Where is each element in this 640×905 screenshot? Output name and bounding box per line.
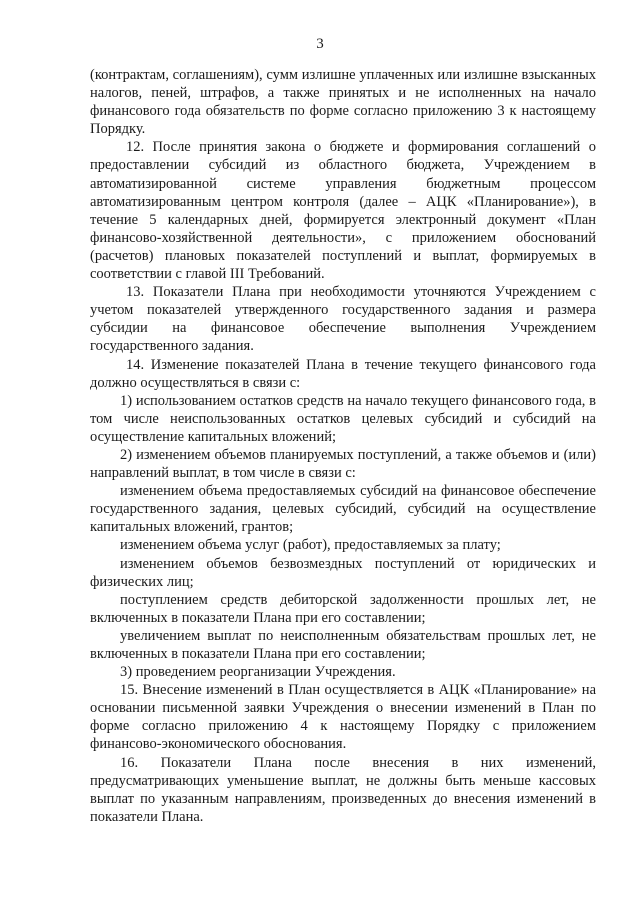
sub-item-donations: изменением объемов безвозмездных поступлений от юридических и физических лиц;	[90, 555, 596, 590]
document-body	[90, 66, 596, 826]
sub-item-receivables: поступлением средств дебиторской задолженности прошлых лет, не включенных в показатели Плана при его составлении;	[90, 591, 596, 626]
paragraph-15: 15. Внесение изменений в План осуществляется в АЦК «Планирование» на основании письменной заявки Учреждения о внесении изменений в План по форме согласно приложению 4 к настоящему Порядку с приложением финансово-экономического обоснования.	[90, 682, 596, 753]
list-item-3: 3) проведением реорганизации Учреждения.	[120, 664, 396, 681]
paragraph-12: 12. После принятия закона о бюджете и формирования соглашений о предоставлении субсидий из областного бюджета, Учреждением в автоматизированной системе управления бюджетным процессом автоматизированным центром контроля (далее – АЦК «Планирование»), в течение 5 календарных дней, формируется электронный документ «План финансово-хозяйственной деятельности», с приложением обоснований (расчетов) плановых показателей поступлений и выплат, формируемых в соответствии с главой III Требований.	[90, 139, 596, 283]
paragraph-13: 13. Показатели Плана при необходимости уточняются Учреждением с учетом показателей утвержденного государственного задания и размера субсидии на финансовое обеспечение выполнения Учреждением государственного задания.	[90, 284, 596, 355]
list-item-2: 2) изменением объемов планируемых поступлений, а также объемов и (или) направлений выплат, в том числе в связи с:	[90, 446, 596, 482]
paragraph-continuation: (контрактам, соглашениям), сумм излишне уплаченных или излишне взысканных налогов, пеней, штрафов, а также принятых и не исполненных на начало финансового года обязательств по форме согласно приложению 3 к настоящему Порядку.	[90, 67, 596, 138]
list-item-1: 1) использованием остатков средств на начало текущего финансового года, в том числе неиспользованных остатков целевых субсидий и субсидий на осуществление капитальных вложений;	[90, 392, 596, 445]
paragraph-14: 14. Изменение показателей Плана в течение текущего финансового года должно осуществляться в связи с:	[90, 356, 596, 391]
sub-item-obligations: увеличением выплат по неисполненным обязательствам прошлых лет, не включенных в показатели Плана при его составлении;	[90, 627, 596, 662]
sub-item-subsidies: изменением объема предоставляемых субсидий на финансовое обеспечение государственного задания, целевых субсидий, субсидий на осуществление капитальных вложений, грантов;	[90, 483, 596, 536]
paragraph-16: 16. Показатели Плана после внесения в них изменений, предусматривающих уменьшение выплат, не должны быть меньше кассовых выплат по указанным направлениям, произведенных до внесения изменений в показатели Плана.	[90, 754, 596, 825]
page-number: 3	[316, 36, 324, 52]
sub-item-services: изменением объема услуг (работ), предоставляемых за плату;	[120, 537, 501, 554]
